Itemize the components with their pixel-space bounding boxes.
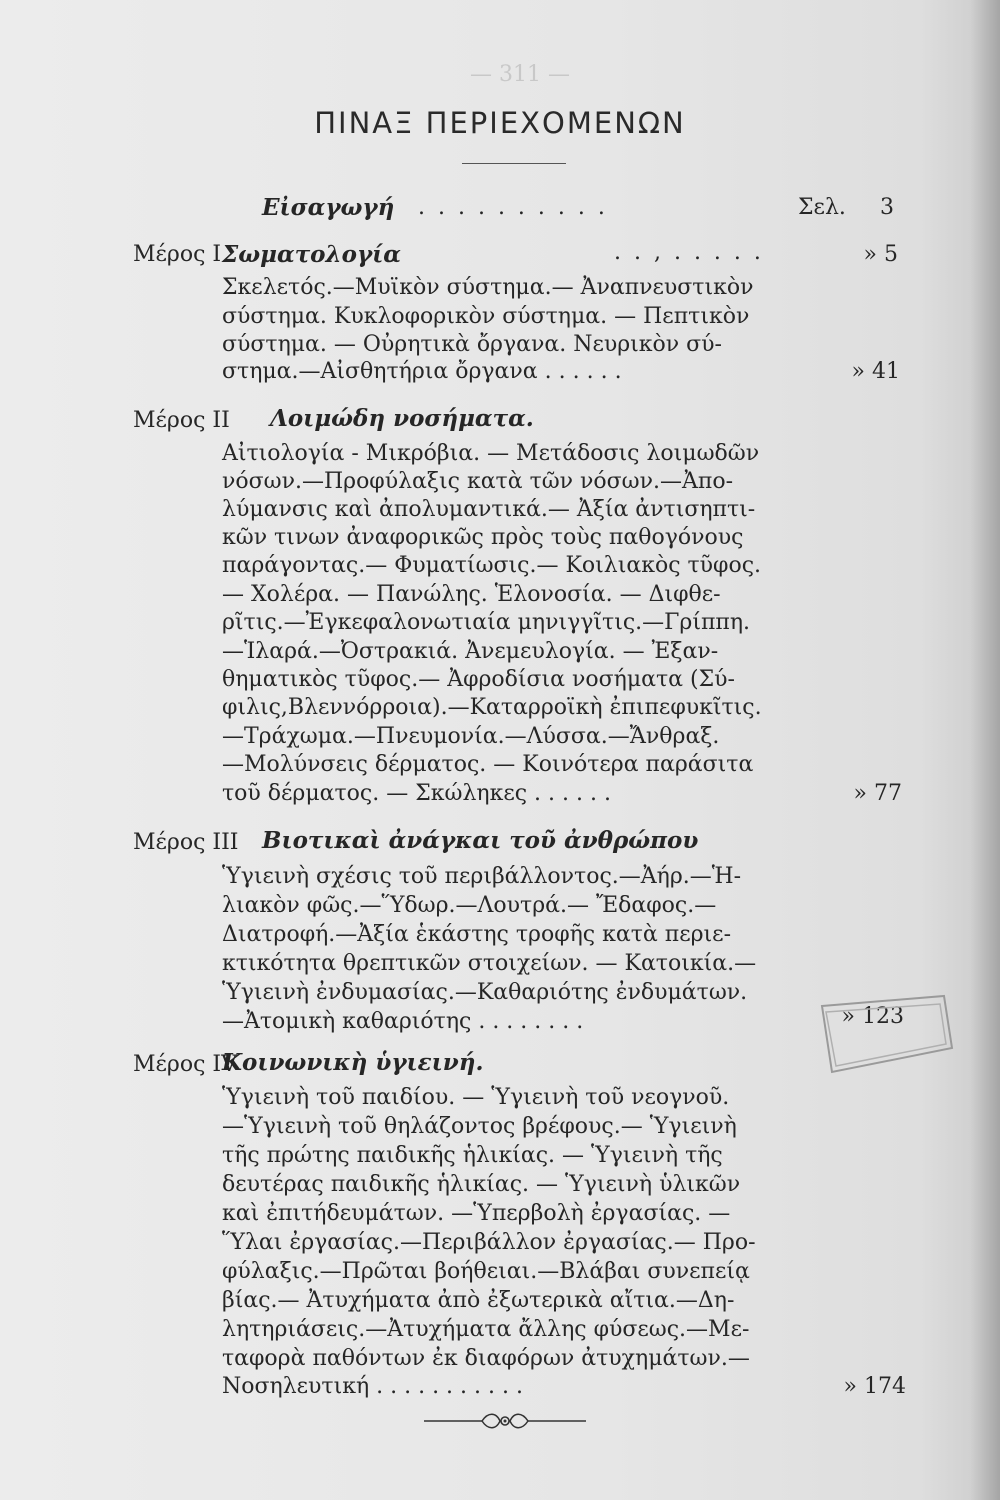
part-2-line-6: — Χολέρα. — Πανώλης. Ἑλονοσία. — Διφθε-: [222, 582, 721, 607]
part-2-line-8: —Ἱλαρά.—Ὀστρακιά. Ἀνεμευλογία. — Ἐξαν-: [222, 639, 719, 664]
part-2-line-13: τοῦ δέρματος. — Σκώληκες . . . . . .: [222, 781, 611, 806]
title-rule: [462, 163, 566, 164]
part-3-line-5: Ὑγιεινὴ ἐνδυμασίας.—Καθαριότης ἐνδυμάτων.: [222, 980, 748, 1005]
part-2-line-9: θηματικὸς τῦφος.— Ἀφροδίσια νοσήματα (Σύ-: [222, 667, 735, 692]
part-1-label: Μέρος I: [133, 242, 222, 267]
part-4-line-7: φύλαξις.—Πρῶται βοήθειαι.—Βλάβαι συνεπείᾳ: [222, 1259, 750, 1284]
part-1-page: » 41: [851, 359, 900, 384]
pencil-box-mark: [812, 988, 962, 1088]
page-title: ΠΙΝΑΞ ΠΕΡΙΕΧΟΜΕΝΩΝ: [314, 106, 686, 140]
bleed-through-page-number: — 311 —: [470, 62, 570, 87]
part-4-heading: Κοινωνικὴ ὑγιεινή.: [222, 1049, 484, 1076]
part-3-label: Μέρος III: [133, 830, 239, 855]
part-4-page: » 174: [843, 1374, 906, 1399]
part-4-line-2: —Ὑγιεινὴ τοῦ θηλάζοντος βρέφους.— Ὑγιεινὴ: [222, 1114, 737, 1139]
part-3-line-2: λιακὸν φῶς.—Ὕδωρ.—Λουτρά.— Ἔδαφος.—: [222, 893, 717, 918]
part-4-line-3: τῆς πρώτης παιδικῆς ἡλικίας. — Ὑγιεινὴ τῆς: [222, 1143, 723, 1168]
part-4-line-4: δευτέρας παιδικῆς ἡλικίας. — Ὑγιεινὴ ὑλικῶν: [222, 1172, 741, 1197]
part-2-line-12: —Μολύνσεις δέρματος. — Κοινότερα παράσιτα: [222, 752, 754, 777]
part-1-heading-dots: . . , . . . . .: [614, 240, 764, 265]
part-2-heading: Λοιμώδη νοσήματα.: [270, 405, 534, 432]
part-2-line-10: φιλις,Βλεννόρροια).—Καταρροϊκὴ ἐπιπεφυκῖτις.: [222, 695, 762, 720]
part-3-line-1: Ὑγιεινὴ σχέσις τοῦ περιβάλλοντος.—Ἀήρ.—Ἡ-: [222, 864, 742, 889]
part-2-label: Μέρος II: [133, 408, 230, 433]
part-1-line-2: σύστημα. Κυκλοφορικὸν σύστημα. — Πεπτικὸν: [222, 304, 750, 329]
part-2-line-2: νόσων.—Προφύλαξις κατὰ τῶν νόσων.—Ἀπο-: [222, 469, 734, 494]
part-3-heading: Βιοτικαὶ ἀνάγκαι τοῦ ἀνθρώπου: [262, 827, 699, 854]
part-1-heading-page: » 5: [863, 242, 898, 267]
part-2-line-7: ρῖτις.—Ἐγκεφαλονωτιαία μηνιγγῖτις.—Γρίππη.: [222, 610, 751, 635]
part-1-line-3: σύστημα. — Οὐρητικὰ ὄργανα. Νευρικὸν σύ-: [222, 332, 722, 357]
part-2-line-3: λύμανσις καὶ ἀπολυμαντικά.— Ἀξία ἀντισηπτι-: [222, 497, 756, 522]
part-2-line-11: —Τράχωμα.—Πνευμονία.—Λύσσα.—Ἄνθραξ.: [222, 724, 720, 749]
page-gutter-shadow: [970, 0, 1000, 1500]
part-3-page: » 123: [841, 1004, 904, 1029]
part-1-line-4: στημα.—Αἰσθητήρια ὄργανα . . . . . .: [222, 359, 622, 384]
part-3-line-6: —Ἀτομικὴ καθαριότης . . . . . . . .: [222, 1009, 584, 1034]
intro-dots: . . . . . . . . . .: [418, 195, 608, 220]
part-1-line-1: Σκελετός.—Μυϊκὸν σύστημα.— Ἀναπνευστικὸν: [222, 275, 754, 300]
part-2-line-4: κῶν τινων ἀναφορικῶς πρὸς τοὺς παθογόνους: [222, 525, 744, 550]
part-3-line-4: κτικότητα θρεπτικῶν στοιχείων. — Κατοικία.—: [222, 951, 757, 976]
intro-label: Εἰσαγωγή: [262, 194, 395, 221]
intro-page: 3: [880, 195, 894, 220]
part-4-line-1: Ὑγιεινὴ τοῦ παιδίου. — Ὑγιεινὴ τοῦ νεογνοῦ.: [222, 1085, 730, 1110]
intro-sel-label: Σελ.: [798, 195, 846, 220]
part-2-page: » 77: [853, 781, 902, 806]
part-4-line-10: ταφορὰ παθόντων ἐκ διαφόρων ἀτυχημάτων.—: [222, 1346, 750, 1371]
part-4-label: Μέρος IV: [133, 1052, 237, 1077]
part-2-line-1: Αἰτιολογία - Μικρόβια. — Μετάδοσις λοιμωδῶν: [222, 441, 760, 466]
part-2-line-5: παράγοντας.— Φυματίωσις.— Κοιλιακὸς τῦφος.: [222, 553, 762, 578]
part-3-line-3: Διατροφή.—Ἀξία ἑκάστης τροφῆς κατὰ περιε-: [222, 922, 731, 947]
part-4-line-6: Ὕλαι ἐργασίας.—Περιβάλλον ἐργασίας.— Προ-: [222, 1230, 756, 1255]
part-4-line-8: βίας.— Ἀτυχήματα ἀπὸ ἐξωτερικὰ αἴτια.—Δη-: [222, 1288, 735, 1313]
part-4-line-9: λητηριάσεις.—Ἀτυχήματα ἄλλης φύσεως.—Με-: [222, 1317, 750, 1342]
ornament-divider: [420, 1408, 590, 1434]
part-4-line-5: καὶ ἐπιτήδευμάτων. —Ὑπερβολὴ ἐργασίας. —: [222, 1201, 731, 1226]
part-4-line-11: Νοσηλευτική . . . . . . . . . . .: [222, 1374, 523, 1399]
part-1-heading: Σωματολογία: [222, 241, 401, 268]
